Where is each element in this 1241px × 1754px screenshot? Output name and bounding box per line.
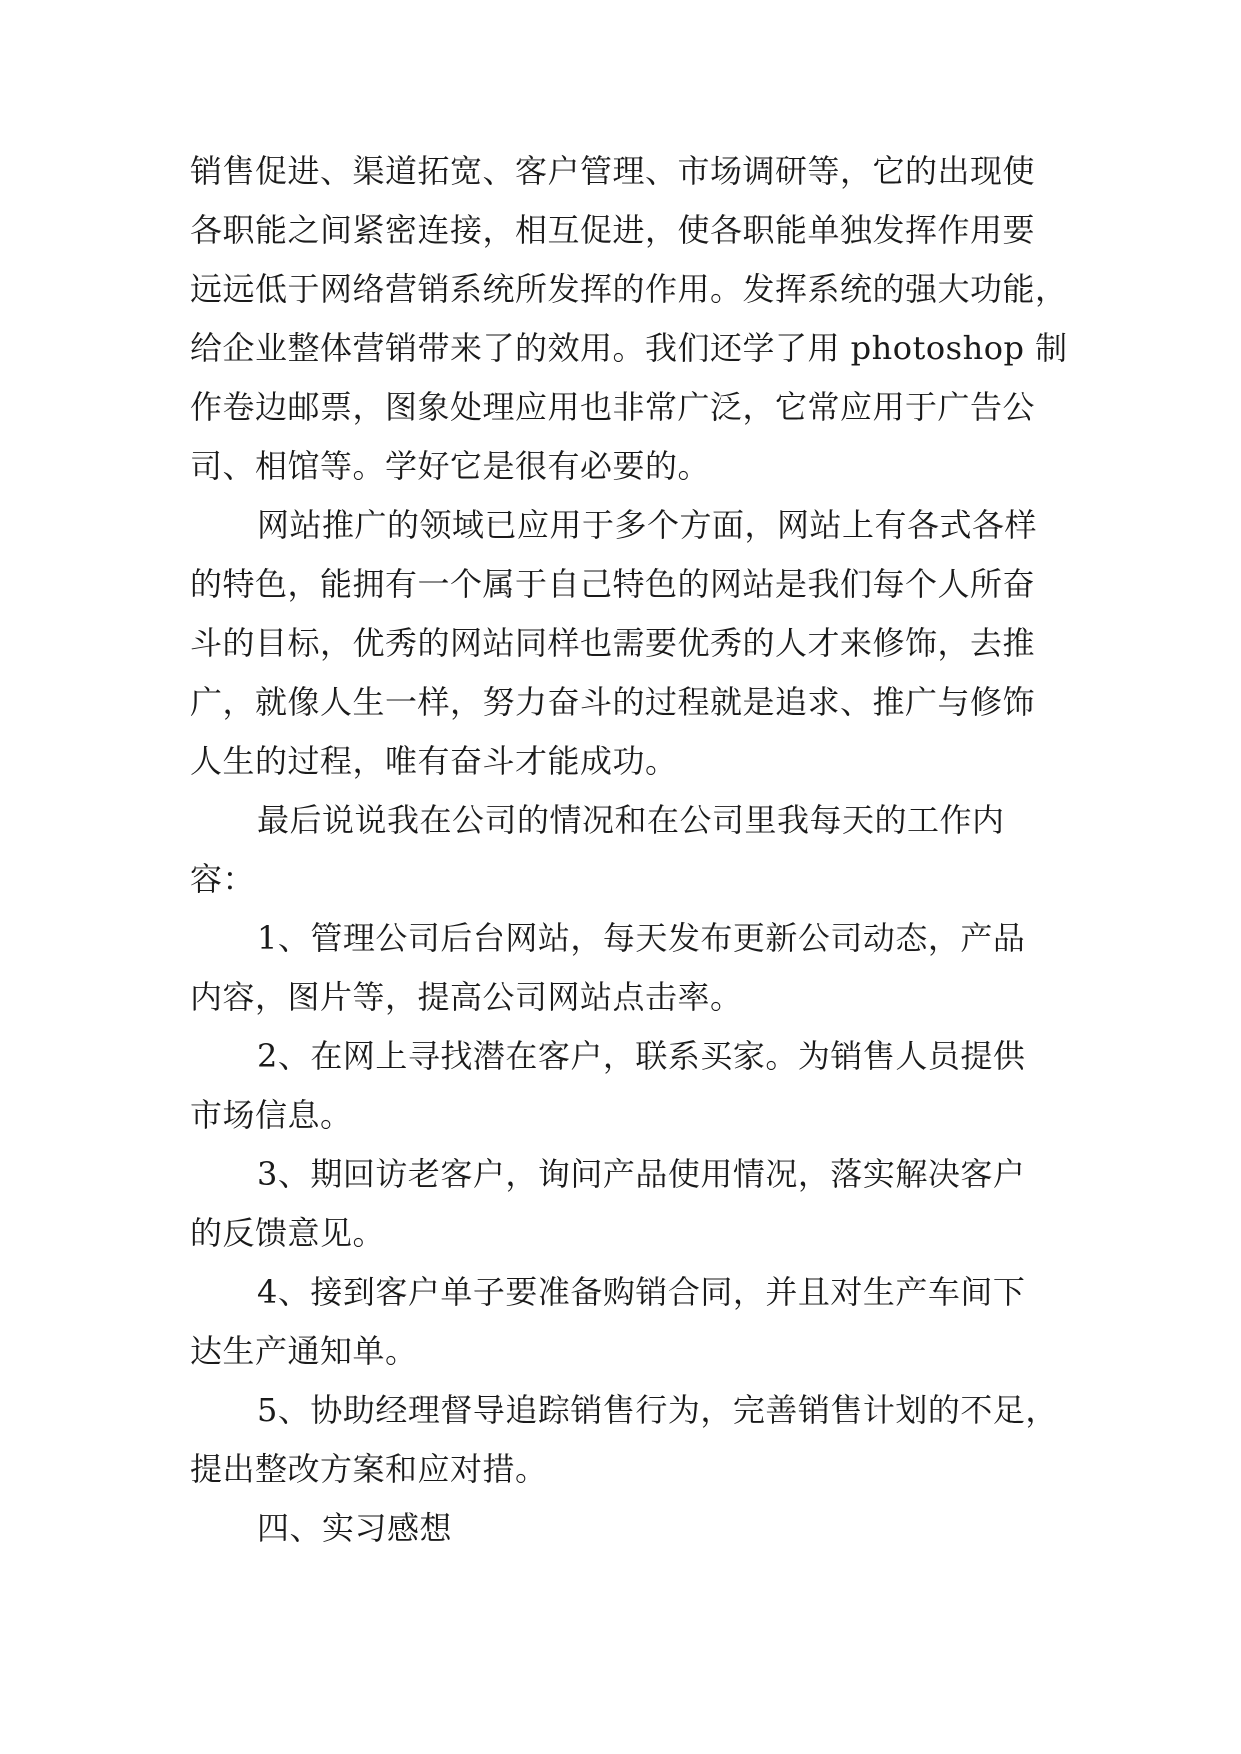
text-line: 达生产通知单。 xyxy=(190,1332,418,1370)
text-line: 容： xyxy=(190,860,256,898)
paragraph-first-line: 最后说说我在公司的情况和在公司里我每天的工作内 xyxy=(257,801,1005,839)
text-line: 提出整改方案和应对措。 xyxy=(190,1450,548,1488)
text-line: 内容，图片等，提高公司网站点击率。 xyxy=(190,978,743,1016)
text-line: 广，就像人生一样，努力奋斗的过程就是追求、推广与修饰 xyxy=(190,683,1036,721)
list-item-3: 3、期回访老客户，询问产品使用情况，落实解决客户 xyxy=(257,1155,1026,1193)
paragraph-first-line: 网站推广的领域已应用于多个方面，网站上有各式各样 xyxy=(257,506,1038,544)
text-line: 斗的目标，优秀的网站同样也需要优秀的人才来修饰，去推 xyxy=(190,624,1036,662)
text-line: 销售促进、渠道拓宽、客户管理、市场调研等，它的出现使 xyxy=(190,152,1036,190)
text-line: 市场信息。 xyxy=(190,1096,353,1134)
list-item-5: 5、协助经理督导追踪销售行为，完善销售计划的不足， xyxy=(257,1391,1058,1429)
section-heading: 四、实习感想 xyxy=(257,1509,453,1547)
text-line: 人生的过程，唯有奋斗才能成功。 xyxy=(190,742,678,780)
text-line: 的特色，能拥有一个属于自己特色的网站是我们每个人所奋 xyxy=(190,565,1036,603)
list-item-1: 1、管理公司后台网站，每天发布更新公司动态，产品 xyxy=(257,919,1026,957)
text-line: 给企业整体营销带来了的效用。我们还学了用 photoshop 制 xyxy=(190,329,1068,367)
text-line: 各职能之间紧密连接，相互促进，使各职能单独发挥作用要 xyxy=(190,211,1036,249)
text-line: 的反馈意见。 xyxy=(190,1214,386,1252)
list-item-2: 2、在网上寻找潜在客户，联系买家。为销售人员提供 xyxy=(257,1037,1026,1075)
text-line: 作卷边邮票，图象处理应用也非常广泛，它常应用于广告公 xyxy=(190,388,1036,426)
list-item-4: 4、接到客户单子要准备购销合同，并且对生产车间下 xyxy=(257,1273,1026,1311)
text-line: 远远低于网络营销系统所发挥的作用。发挥系统的强大功能， xyxy=(190,270,1068,308)
text-line: 司、相馆等。学好它是很有必要的。 xyxy=(190,447,711,485)
